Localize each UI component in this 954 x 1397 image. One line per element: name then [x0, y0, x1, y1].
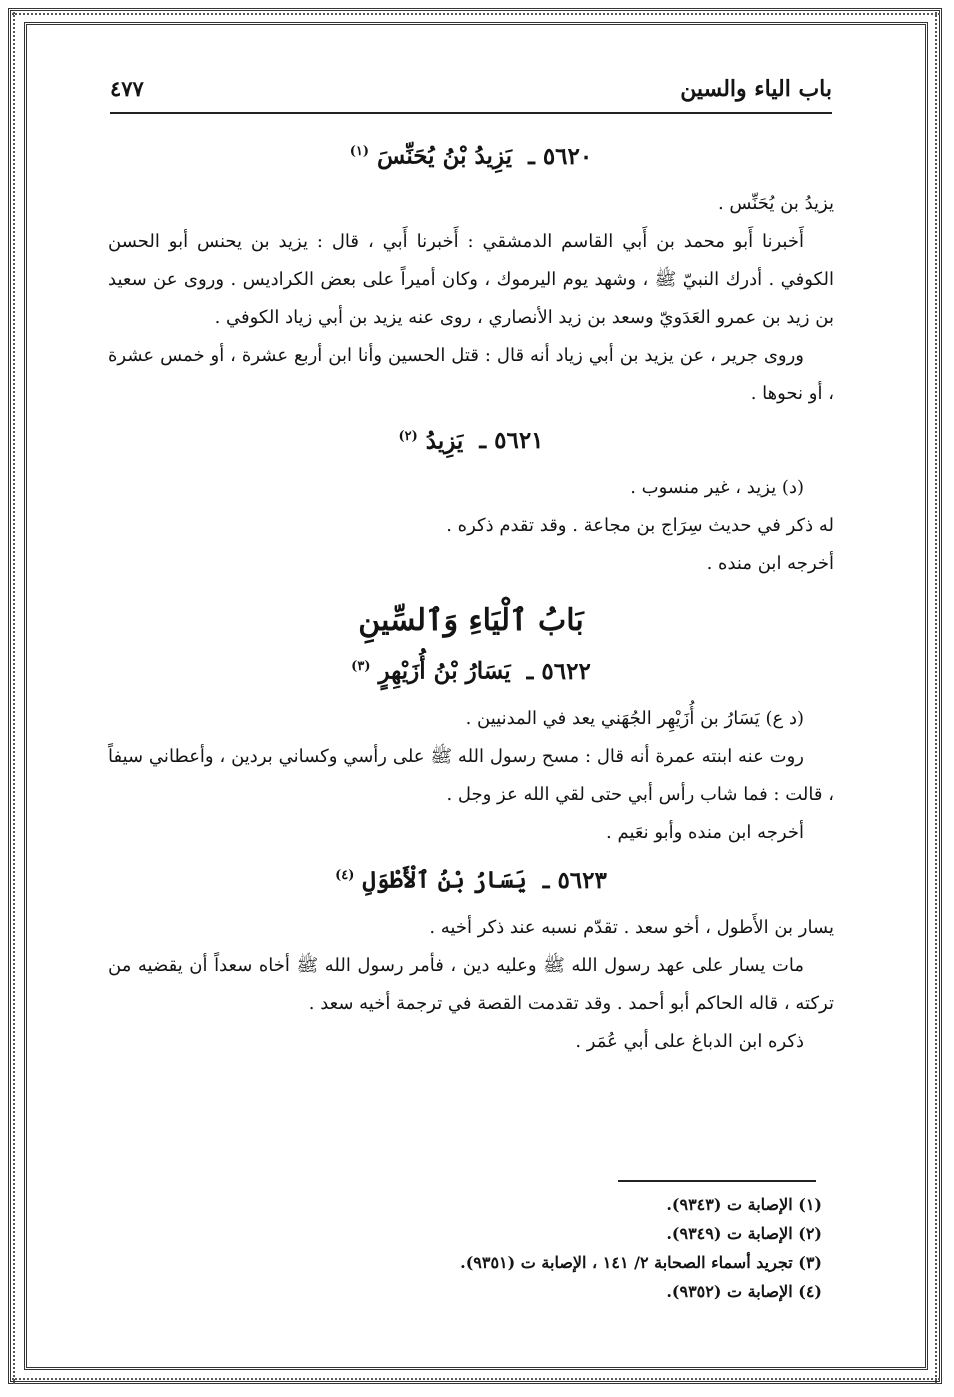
entry-paragraph: (د) يزيد ، غير منسوب .	[630, 477, 804, 499]
chapter-title: بَابُ ٱلْيَاءِ وَٱلسِّينِ	[358, 603, 584, 639]
footnotes	[108, 1190, 822, 1306]
entry-paragraph: أخرجه ابن منده وأبو نعَيم .	[606, 821, 804, 843]
footnote-ref: (٤)	[335, 867, 355, 883]
entry-paragraph: يسار بن الأَطول ، أخو سعد . تقدّم نسبه عند ذكر أخيه .	[429, 916, 834, 938]
header-rule	[110, 112, 832, 114]
entry-paragraph: (د ع) يَسَارُ بن أُزَيْهِر الجُهَني يعد في المدنيين .	[465, 707, 804, 729]
entry-name: يَزِيدُ	[425, 427, 464, 455]
entry-paragraph: له ذكر في حديث سِرَاج بن مجاعة . وقد تقدم ذكره .	[446, 515, 834, 537]
footnote: (٤) الإصابة ت (٩٣٥٢).	[666, 1282, 822, 1301]
entry-number: ٥٦٢١ ـ	[479, 427, 544, 455]
footnote-ref: (١)	[349, 144, 370, 159]
footnote: (٢) الإصابة ت (٩٣٤٩).	[666, 1224, 822, 1243]
footnote: (١) الإصابة ت (٩٣٤٣).	[666, 1195, 822, 1214]
decorative-border-top	[12, 13, 940, 15]
page-body	[108, 128, 834, 1061]
decorative-border-left	[13, 12, 15, 1384]
page-number: ٤٧٧	[110, 76, 144, 101]
running-title: باب الياء والسين	[680, 76, 832, 102]
entry-name: يَسَارُ بْنُ أُزَيْهِرٍ	[378, 657, 511, 685]
footnote-rule	[618, 1180, 816, 1182]
entry-paragraph: يزيدُ بن يُحَنِّس .	[717, 192, 834, 214]
entry-paragraph: وروى جرير ، عن يزيد بن أبي زياد أنه قال : قتل الحسين وأنا ابن أربع عشرة ، أو خمس عشرة ، أو نحوها .	[108, 344, 834, 404]
entry-title	[108, 134, 834, 175]
entry-name: يَزِيدُ بْنُ يُحَنِّسَ	[377, 142, 513, 170]
entry-name: يَسَارُ بْنُ ٱلْأَطْوَلِ	[362, 866, 527, 894]
entry-number: ٥٦٢٠ ـ	[528, 142, 593, 170]
entry-paragraph: ذكره ابن الدباغ على أبي عُمَر .	[575, 1030, 804, 1052]
footnote-ref: (٣)	[351, 659, 371, 675]
entry-number: ٥٦٢٢ ـ	[526, 657, 591, 685]
entry-number: ٥٦٢٣ ـ	[542, 866, 607, 894]
entry-paragraph: روت عنه ابنته عمرة أنه قال : مسح رسول الله ﷺ على رأسي وكساني بردين ، وأعطاني سيفاً ، قالت : فما شاب رأس أبي حتى لقي الله عز وجل .	[108, 745, 834, 805]
page-header	[110, 76, 832, 116]
footnote-ref: (٢)	[398, 428, 418, 444]
entry-paragraph: أَخبرنا أَبو محمد بن أَبي القاسم الدمشقي : أَخبرنا أَبي ، قال : يزيد بن يحنس أبو الحسن الكوفي . أدرك النبيّ ﷺ ، وشهد يوم اليرموك ، وكان أميراً على بعض الكراديس . وروى عن سعيد بن زيد بن عمرو العَدَويّ وسعد بن زيد الأنصاري ، روى عنه يزيد بن أبي زياد الكوفي .	[108, 230, 834, 328]
footnote: (٣) تجريد أسماء الصحابة ٢/ ١٤١ ، الإصابة ت (٩٣٥١).	[460, 1253, 822, 1272]
entry-paragraph: أخرجه ابن منده .	[706, 553, 834, 575]
entry-title	[108, 419, 834, 460]
entry-paragraph: مات يسار على عهد رسول الله ﷺ وعليه دين ، فأمر رسول الله ﷺ أخاه سعداً أن يقضيه من تركته ، قاله الحاكم أبو أحمد . وقد تقدمت القصة في ترجمة أخيه سعد .	[108, 954, 834, 1014]
entry-title	[108, 858, 834, 899]
entry-title	[108, 649, 834, 690]
decorative-border-right	[935, 12, 937, 1384]
decorative-border-bottom	[12, 1378, 940, 1380]
